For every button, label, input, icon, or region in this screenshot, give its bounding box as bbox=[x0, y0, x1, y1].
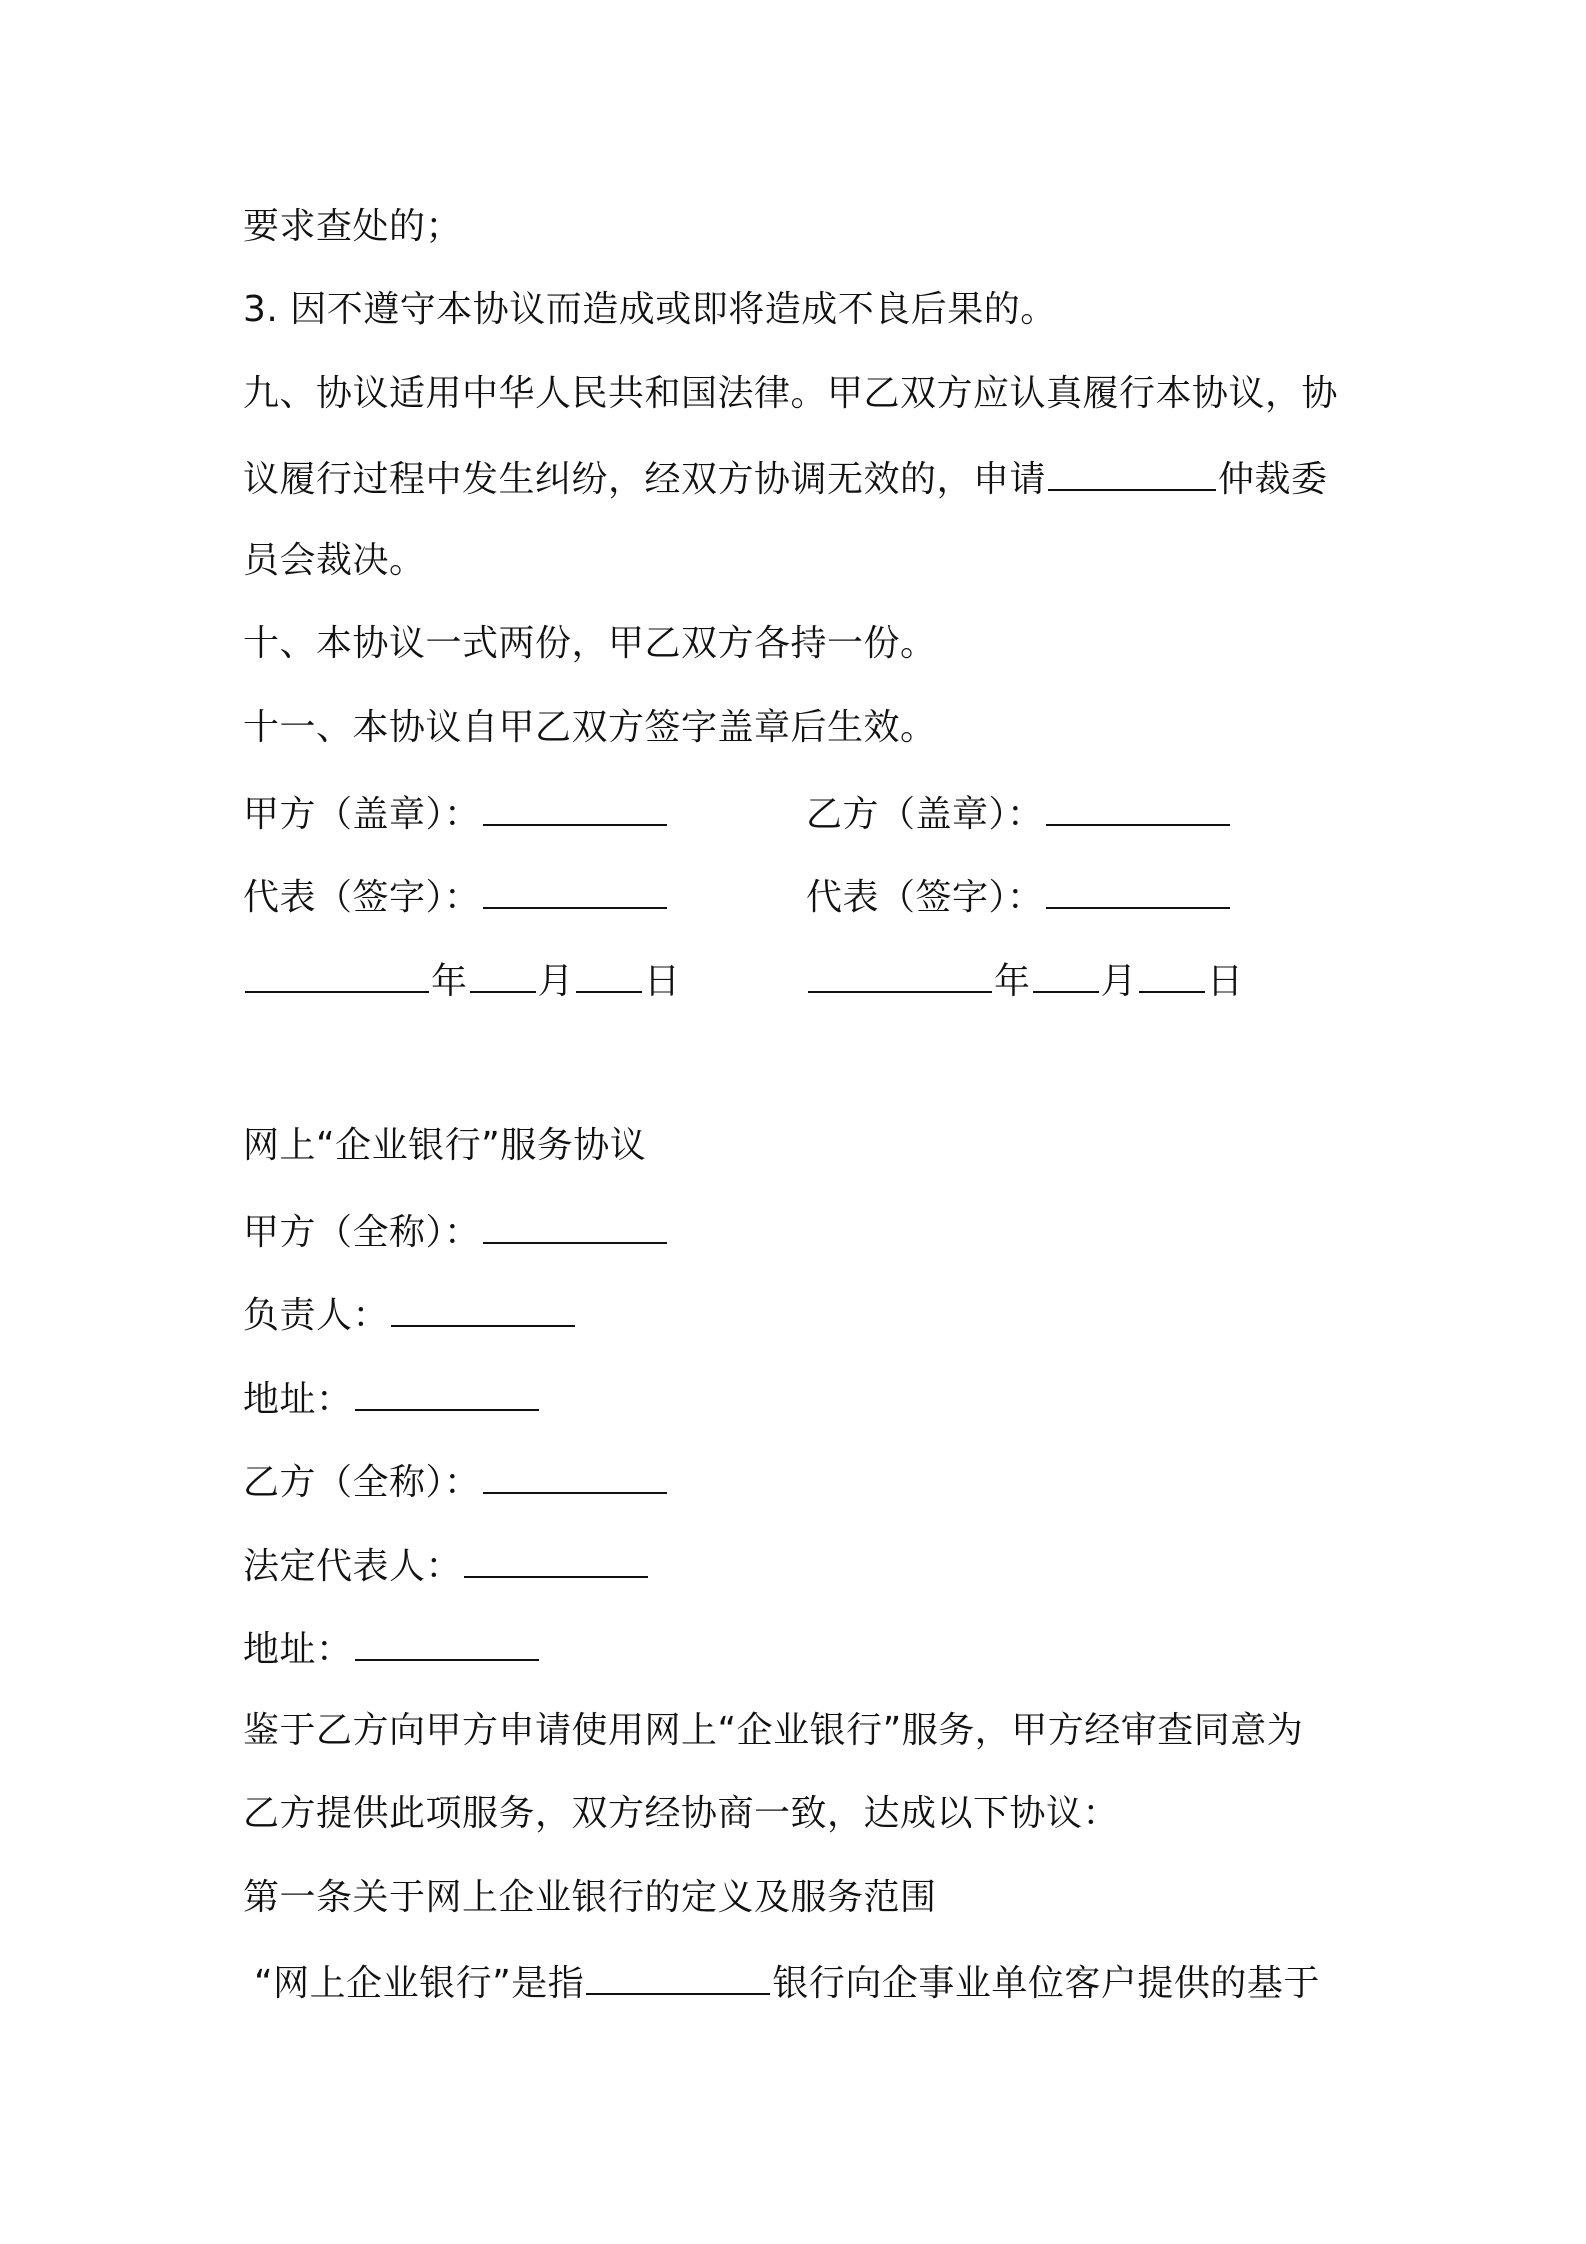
field-label: 地址： bbox=[243, 1629, 353, 1670]
definition-line bbox=[254, 1957, 1364, 2008]
text-segment: 银行向企事业单位客户提供的基于 bbox=[772, 1963, 1320, 2004]
blank-field bbox=[464, 1540, 648, 1578]
blank-field bbox=[391, 1289, 575, 1327]
field-label: 负责人： bbox=[243, 1295, 390, 1336]
party-b-seal-line bbox=[806, 788, 1326, 839]
address-a-line bbox=[243, 1373, 1353, 1424]
party-a-rep-label: 代表（签字）： bbox=[243, 877, 481, 918]
text-segment: “网上企业银行”是指 bbox=[254, 1963, 585, 2004]
text-line: 3. 因不遵守本协议而造成或即将造成不良后果的。 bbox=[243, 289, 1057, 330]
day-label: 日 bbox=[1207, 961, 1244, 1002]
blank-field bbox=[483, 788, 667, 826]
party-a-seal-line bbox=[243, 788, 763, 839]
blank-field bbox=[483, 1456, 667, 1494]
person-in-charge-line bbox=[243, 1289, 1353, 1340]
blank-field bbox=[355, 1623, 539, 1661]
blank-field bbox=[576, 955, 642, 993]
text-segment: 仲裁委 bbox=[1218, 459, 1328, 500]
address-b-line bbox=[243, 1623, 1353, 1674]
field-label: 乙方（全称）： bbox=[243, 1462, 481, 1503]
blank-field bbox=[355, 1373, 539, 1411]
field-label: 甲方（全称）： bbox=[243, 1212, 481, 1253]
blank-field bbox=[1046, 788, 1230, 826]
blank-field bbox=[586, 1957, 770, 1995]
article-heading: 第一条关于网上企业银行的定义及服务范围 bbox=[243, 1877, 937, 1918]
party-a-name-line bbox=[243, 1206, 1353, 1257]
year-label: 年 bbox=[431, 961, 468, 1002]
text-line: 十、本协议一式两份，甲乙双方各持一份。 bbox=[243, 623, 937, 664]
legal-rep-line bbox=[243, 1540, 1353, 1591]
party-b-seal-label: 乙方（盖章）： bbox=[806, 794, 1044, 835]
party-b-rep-line bbox=[806, 871, 1326, 922]
blank-field bbox=[1139, 955, 1205, 993]
blank-field bbox=[808, 955, 992, 993]
blank-field bbox=[1046, 871, 1230, 909]
text-line: 员会裁决。 bbox=[243, 540, 426, 581]
party-b-date-line bbox=[806, 955, 1346, 1006]
blank-field bbox=[1033, 955, 1099, 993]
text-line: 十一、本协议自甲乙双方签字盖章后生效。 bbox=[243, 707, 937, 748]
text-line: 九、协议适用中华人民共和国法律。甲乙双方应认真履行本协议，协 bbox=[243, 373, 1339, 414]
day-label: 日 bbox=[644, 961, 681, 1002]
blank-field bbox=[245, 955, 429, 993]
party-b-name-line bbox=[243, 1456, 1353, 1507]
arbitration-line bbox=[243, 453, 1353, 504]
party-a-seal-label: 甲方（盖章）： bbox=[243, 794, 481, 835]
month-label: 月 bbox=[537, 961, 575, 1002]
year-label: 年 bbox=[994, 961, 1031, 1002]
field-label: 法定代表人： bbox=[243, 1546, 463, 1587]
agreement-title: 网上“企业银行”服务协议 bbox=[243, 1125, 647, 1166]
party-a-rep-line bbox=[243, 871, 763, 922]
blank-field bbox=[483, 871, 667, 909]
field-label: 地址： bbox=[243, 1379, 353, 1420]
party-a-date-line bbox=[243, 955, 783, 1006]
text-line: 乙方提供此项服务，双方经协商一致，达成以下协议： bbox=[243, 1793, 1120, 1834]
blank-field bbox=[483, 1206, 667, 1244]
party-b-rep-label: 代表（签字）： bbox=[806, 877, 1044, 918]
blank-field bbox=[1048, 453, 1216, 491]
text-line: 鉴于乙方向甲方申请使用网上“企业银行”服务，甲方经审查同意为 bbox=[243, 1710, 1304, 1751]
month-label: 月 bbox=[1100, 961, 1138, 1002]
text-segment: 议履行过程中发生纠纷，经双方协调无效的，申请 bbox=[243, 459, 1047, 500]
blank-field bbox=[470, 955, 536, 993]
text-line: 要求查处的； bbox=[243, 206, 463, 247]
